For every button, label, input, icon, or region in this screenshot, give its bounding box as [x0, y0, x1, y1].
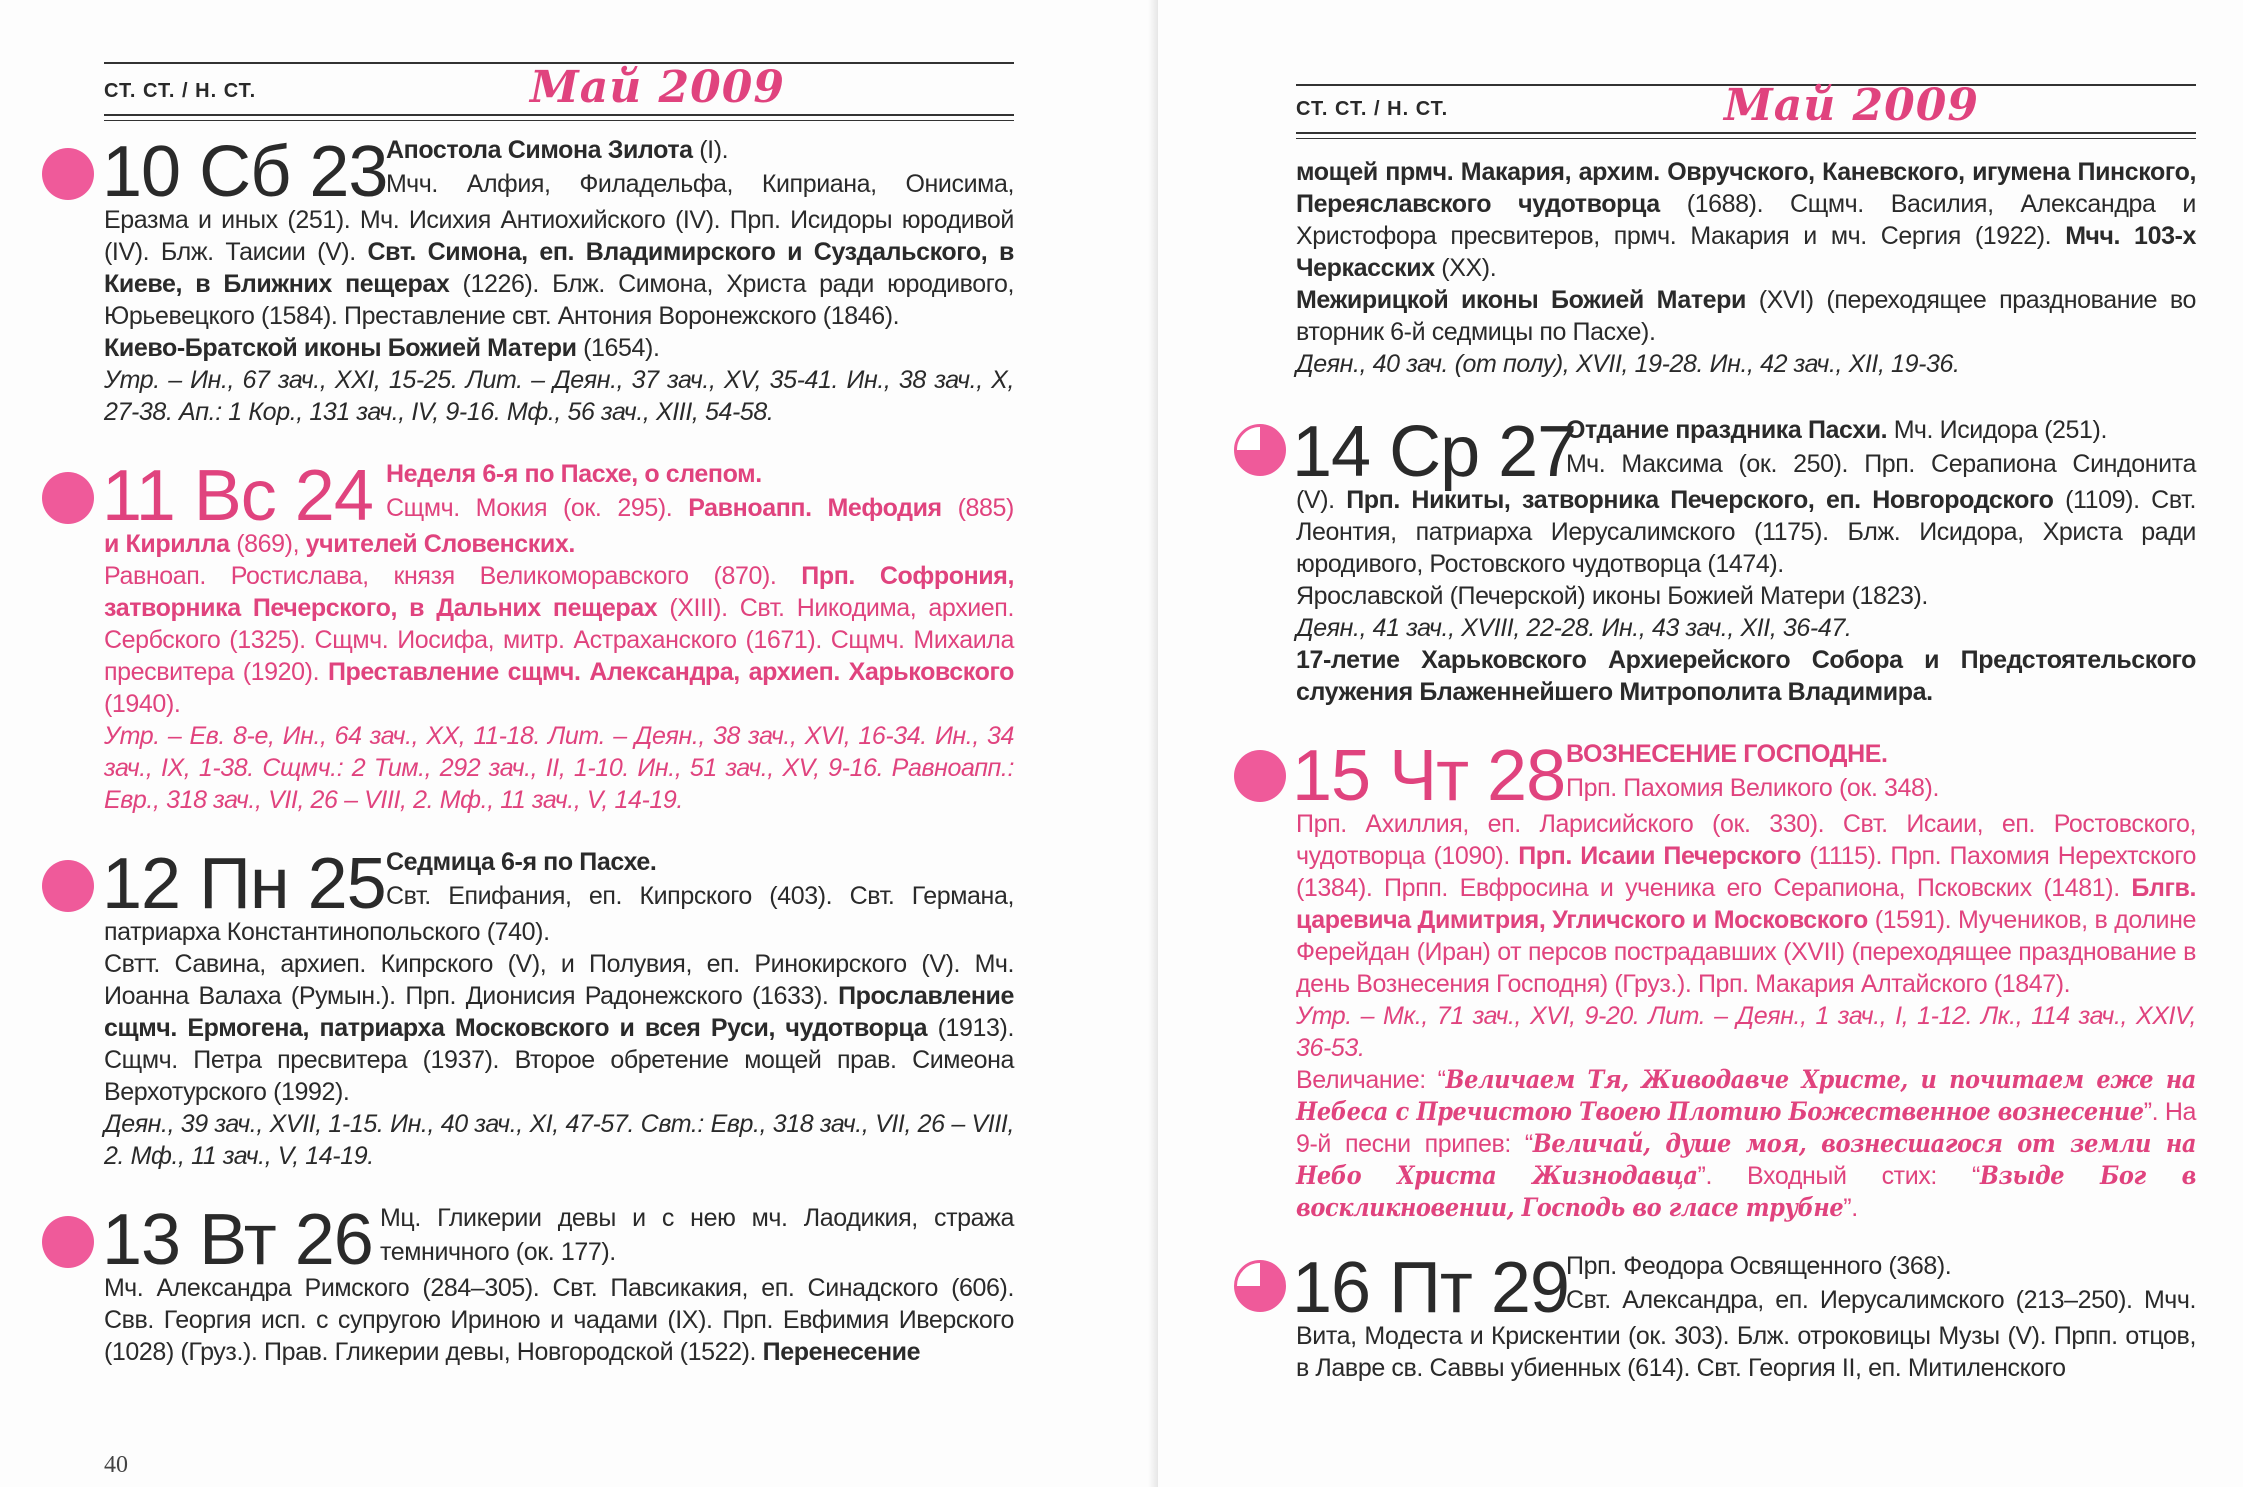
header-label: СТ. СТ. / Н. СТ.	[104, 80, 257, 102]
readings: Утр. – Ин., 67 зач., XXI, 15-25. Лит. – Деян., 37 зач., XV, 35-41. Ин., 38 зач., X, 27-38. Ап.: 1 Кор., 131 зач., IV, 9-16. Мф., 56 зач., XIII, 54-58.	[104, 366, 1014, 426]
magnification-paragraph: Величание: “Величаем Тя, Живодавче Христе, и почитаем еже на Небеса с Пречистою Твоею Плотию Божественное вознесение”. На 9-й песни припев: “Величай, душе моя, вознесшагося от земли на Небо Христа Жизнодавца”. Входный стих: “Взыде Бог в воскликновении, Господь во гласе трубне”.	[1296, 1065, 2197, 1222]
header-rule-bottom	[104, 114, 1014, 116]
saints-paragraph: патриарха Константинопольского (740).	[104, 918, 550, 946]
saints-paragraph: Мч. Александра Римского (284–305). Свт. Павсикакия, еп. Синадского (606). Свв. Георгия исп. с супругою Ириною и чадами (IX). Прп. Евфимия Иверского (1028) (Груз.). Прав. Гликерии девы, Новгородской (1522). Перенесение	[104, 1274, 1014, 1366]
saints-paragraph: Еразма и иных (251). Мч. Исихия Антиохийского (IV). Прп. Исидоры юродивой (IV). Блж. Таисии (V). Свт. Симона, еп. Владимирского и Суздальского, в Киеве, в Ближних пещерах (1226). Блж. Симона, Христа ради юродивого, Юрьевецкого (1584). Преставление свт. Антония Воронежского (1846).	[104, 206, 1014, 330]
day-line: Мч. Максима (ок. 250). Прп. Серапиона Синдонита	[1566, 450, 2196, 478]
readings: Утр. – Мк., 71 зач., XVI, 9-20. Лит. – Деян., 1 зач., I, 1-12. Лк., 114 зач., XXIV, 36-53.	[1296, 1002, 2196, 1062]
right-page	[1158, 0, 2243, 1487]
icon-paragraph: Киево-Братской иконы Божией Матери (1654).	[104, 334, 660, 362]
saints-paragraph: и Кирилла (869), учителей Словенских.	[104, 530, 575, 558]
full-circle-marker-icon	[42, 1216, 94, 1268]
day-entry: 14 Ср 27 Отдание праздника Пасхи. Мч. Исидора (251). Мч. Максима (ок. 250). Прп. Серапиона Синдонита (V). Прп. Никиты, затворника Печерского, еп. Новгородского (1109). Свт. Леонтия, патриарха Иерусалимского (1175). Блж. Исидора, Христа ради юродивого, Ростовского чудотворца (1474). Ярославской (Печерской) иконы Божией Матери (1823). Деян., 41 зач., XVIII, 22-28. Ин., 43 зач., XII, 36-47. 17-летие Харьковского Архиерейского Собора и Предстоятельского служения Блаженнейшего Митрополита Владимира.	[1296, 414, 2196, 708]
day-entry: 11 Вс 24 Неделя 6-я по Пасхе, о слепом. Сщмч. Мокия (ок. 295). Равноапп. Мефодия (885) и Кирилла (869), учителей Словенских. Равноап. Ростислава, князя Великоморавского (870). Прп. Софрония, затворника Печерского, в Дальних пещерах (XIII). Свт. Никодима, архиеп. Сербского (1325). Сщмч. Иосифа, митр. Астраханского (1671). Сщмч. Михаила пресвитера (1920). Преставление сщмч. Александра, архиеп. Харьковского (1940). Утр. – Ев. 8-е, Ин., 64 зач., XX, 11-18. Лит. – Деян., 38 зач., XVI, 16-34. Ин., 34 зач., IX, 1-38. Сщмч.: 2 Тим., 292 зач., II, 1-10. Ин., 51 зач., XV, 9-16. Равноапп.: Евр., 318 зач., VII, 26 – VIII, 2. Мф., 11 зач., V, 14-19.	[104, 458, 1014, 816]
feast-title: Мц. Гликерии девы и с нею мч. Лаодикия, стража	[380, 1204, 1014, 1232]
feast-title: Неделя 6-я по Пасхе, о слепом.	[386, 460, 762, 488]
right-content	[1292, 156, 2197, 1384]
readings: Деян., 41 зач., XVIII, 22-28. Ин., 43 зач., XII, 36-47.	[1296, 614, 1852, 642]
three-quarter-circle-marker-icon	[1234, 424, 1286, 476]
header-title: Май 2009	[530, 62, 785, 113]
feast-title: Отдание праздника Пасхи.	[1566, 416, 1888, 444]
day-line: Свт. Александра, еп. Иерусалимского (213–250). Мчч.	[1566, 1286, 2196, 1314]
day-entry	[1292, 736, 2197, 1224]
saints-paragraph: Вита, Модеста и Крискентии (ок. 303). Блж. отроковицы Музы (V). Прпп. отцов, в Лавре св. Саввы убиенных (614). Свт. Георгия II, еп. Митиленского	[1296, 1322, 2196, 1382]
anniversary-note: 17-летие Харьковского Архиерейского Собора и Предстоятельского служения Блаженнейшего Митрополита Владимира.	[1296, 646, 2196, 706]
feast-title: ВОЗНЕСЕНИЕ ГОСПОДНЕ.	[1566, 740, 1888, 768]
full-circle-marker-icon	[1234, 750, 1286, 802]
icon-paragraph: Межирицкой иконы Божией Матери (XVI) (переходящее празднование во вторник 6-й седмицы по Пасхе).	[1296, 286, 2196, 346]
day-line: темничного (ок. 177).	[380, 1238, 616, 1266]
header-rule-bottom-thin	[1296, 138, 2196, 139]
saints-paragraph: Свтт. Савина, архиеп. Кипрского (V), и Полувия, еп. Ринокирского (V). Мч. Иоанна Валаха (Румын.). Прп. Дионисия Радонежского (1633). Прославление сщмч. Ермогена, патриарха Московского и всея Руси, чудотворца (1913). Сщмч. Петра пресвитера (1937). Второе обретение мощей прав. Симеона Верхотурского (1992).	[104, 950, 1014, 1106]
day-entry: 10 Сб 23 Апостола Симона Зилота (I). Мчч. Алфия, Филадельфа, Киприана, Онисима, Еразма и иных (251). Мч. Исихия Антиохийского (IV). Прп. Исидоры юродивой (IV). Блж. Таисии (V). Свт. Симона, еп. Владимирского и Суздальского, в Киеве, в Ближних пещерах (1226). Блж. Симона, Христа ради юродивого, Юрьевецкого (1584). Преставление свт. Антония Воронежского (1846). Киево-Братской иконы Божией Матери (1654). Утр. – Ин., 67 зач., XXI, 15-25. Лит. – Деян., 37 зач., XV, 35-41. Ин., 38 зач., X, 27-38. Ап.: 1 Кор., 131 зач., IV, 9-16. Мф., 56 зач., XIII, 54-58.	[104, 134, 1014, 428]
full-circle-marker-icon	[42, 860, 94, 912]
feast-title: Седмица 6-я по Пасхе.	[386, 848, 657, 876]
header-title: Май 2009	[1724, 80, 1979, 131]
day-date: 10 Сб 23	[102, 132, 388, 212]
saints-paragraph: мощей прмч. Макария, архим. Овручского, Каневского, игумена Пинского, Переяславского чудотворца (1688). Сщмч. Василия, Александра и Христофора пресвитеров, прмч. Макария и мч. Сергия (1922). Мчч. 103-х Черкасских (XX).	[1296, 158, 2197, 282]
continuation-entry	[1296, 156, 2196, 380]
saints-paragraph: Прп. Ахиллия, еп. Ларисийского (ок. 330). Свт. Исаии, еп. Ростовского, чудотворца (1090). Прп. Исаии Печерского (1115). Прп. Пахомия Нерехтского (1384). Прпп. Евфросина и ученика его Серапиона, Псковских (1481). Блгв. царевича Димитрия, Угличского и Московского (1591). Мучеников, в долине Ферейдан (Иран) от персов пострадавших (XVII) (переходящее празднование в день Вознесения Господня) (Груз.). Прп. Макария Алтайского (1847).	[1296, 810, 2197, 998]
saints-paragraph: Равноап. Ростислава, князя Великоморавского (870). Прп. Софрония, затворника Печерского, в Дальних пещерах (XIII). Свт. Никодима, архиеп. Сербского (1325). Сщмч. Иосифа, митр. Астраханского (1671). Сщмч. Михаила пресвитера (1920). Преставление сщмч. Александра, архиеп. Харьковского (1940).	[104, 562, 1014, 718]
header-label: СТ. СТ. / Н. СТ.	[1296, 98, 1449, 120]
readings: Деян., 40 зач. (от полу), XVII, 19-28. Ин., 42 зач., XII, 19-36.	[1296, 350, 1960, 378]
header-rule-bottom-thin	[104, 120, 1014, 121]
readings: Утр. – Ев. 8-е, Ин., 64 зач., XX, 11-18. Лит. – Деян., 38 зач., XVI, 16-34. Ин., 34 зач., IX, 1-38. Сщмч.: 2 Тим., 292 зач., II, 1-10. Ин., 51 зач., XV, 9-16. Равноапп.: Евр., 318 зач., VII, 26 – VIII, 2. Мф., 11 зач., V, 14-19.	[104, 722, 1014, 814]
day-entry	[1292, 1248, 2196, 1384]
day-date: 13 Вт 26	[102, 1200, 373, 1280]
day-line: Прп. Пахомия Великого (ок. 348).	[1566, 774, 1940, 802]
full-circle-marker-icon	[42, 472, 94, 524]
day-line: Мчч. Алфия, Филадельфа, Киприана, Онисима,	[386, 170, 1014, 198]
three-quarter-circle-marker-icon	[1234, 1260, 1286, 1312]
feast-title: Апостола Симона Зилота	[386, 136, 693, 164]
day-entry	[104, 846, 1014, 1172]
day-entry	[104, 1202, 1014, 1368]
header-rule-bottom	[1296, 132, 2196, 134]
day-date: 15 Чт 28	[1292, 736, 1566, 816]
icon-paragraph: Ярославской (Печерской) иконы Божией Матери (1823).	[1296, 582, 1928, 610]
day-line: Свт. Епифания, еп. Кипрского (403). Свт. Германа,	[386, 882, 1014, 910]
feast-title: Прп. Феодора Освященного (368).	[1566, 1252, 1952, 1280]
day-date: 16 Пт 29	[1292, 1248, 1569, 1328]
readings: Деян., 39 зач., XVII, 1-15. Ин., 40 зач., XI, 47-57. Свт.: Евр., 318 зач., VII, 26 – VIII, 2. Мф., 11 зач., V, 14-19.	[104, 1110, 1014, 1170]
left-content	[104, 134, 1014, 1368]
saints-paragraph: (V). Прп. Никиты, затворника Печерского, еп. Новгородского (1109). Свт. Леонтия, патриарха Иерусалимского (1175). Блж. Исидора, Христа ради юродивого, Ростовского чудотворца (1474).	[1296, 486, 2196, 578]
day-date: 12 Пн 25	[102, 844, 386, 924]
day-date: 14 Ср 27	[1292, 412, 1577, 492]
day-date: 11 Вс 24	[102, 456, 373, 536]
page-number: 40	[104, 1452, 128, 1478]
full-circle-marker-icon	[42, 148, 94, 200]
